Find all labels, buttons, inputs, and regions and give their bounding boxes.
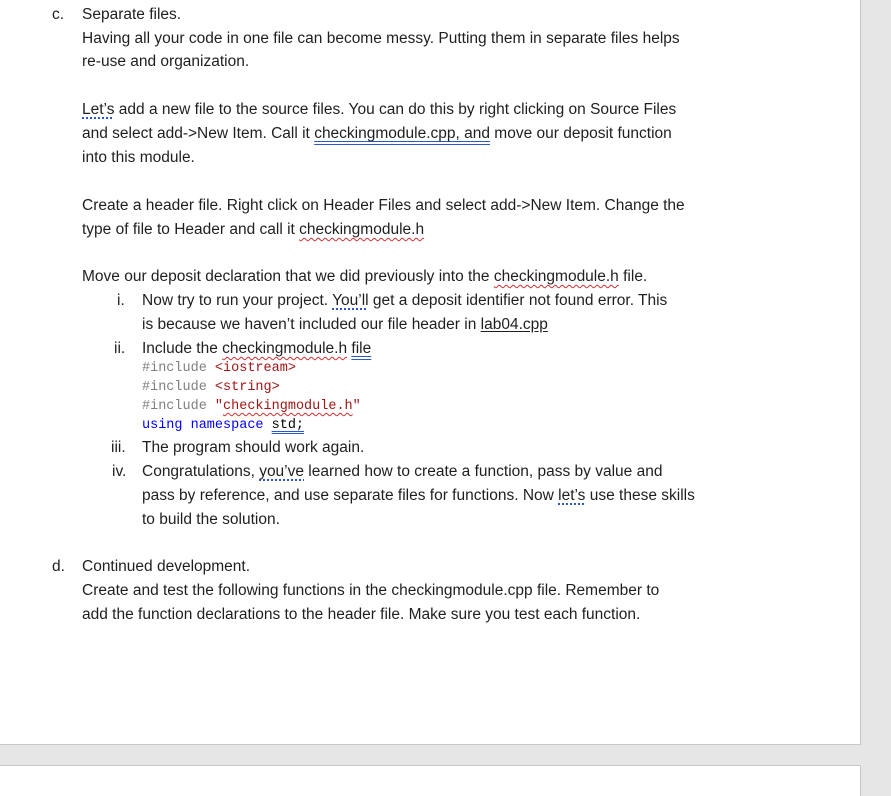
- code-using-namespace: using namespace std;: [142, 418, 305, 433]
- step-ii-marker: ii.: [114, 340, 126, 357]
- step-iv-line-1: Congratulations, you’ve learned how to create a function, pass by value and: [142, 463, 663, 480]
- step-iii-line: The program should work again.: [142, 439, 365, 456]
- step-i-marker: i.: [117, 292, 125, 309]
- spelling-flag-checkingmodule-h[interactable]: checkingmodule.h: [222, 340, 348, 357]
- step-iv-marker: iv.: [112, 463, 127, 480]
- para2-line-3: into this module.: [82, 149, 195, 166]
- spelling-flag-code-header[interactable]: checkingmodule.h: [223, 399, 353, 414]
- step-iv-line-2: pass by reference, and use separate files for functions. Now let’s use these skills: [142, 487, 695, 504]
- grammar-flag-lets[interactable]: Let’s: [82, 101, 115, 118]
- para4-line: Move our deposit declaration that we did previously into the checkingmodule.h file.: [82, 268, 648, 285]
- grammar-flag-youll[interactable]: You’ll: [332, 292, 369, 309]
- grammar-flag-file[interactable]: file: [351, 340, 372, 357]
- step-iii-marker: iii.: [111, 439, 126, 456]
- step-iv-line-3: to build the solution.: [142, 511, 280, 528]
- section-c-intro-line-2: re-use and organization.: [82, 53, 250, 70]
- para2-line-1: Let’s add a new file to the source files. You can do this by right clicking on Source Files: [82, 101, 677, 118]
- section-c-title: Separate files.: [82, 6, 182, 23]
- step-i-line-2: is because we haven’t included our file header in lab04.cpp: [142, 316, 548, 333]
- para3-line-1: Create a header file. Right click on Header Files and select add->New Item. Change the: [82, 197, 685, 214]
- grammar-flag-filename[interactable]: checkingmodule.cpp, and: [314, 125, 490, 142]
- code-include-string: #include <string>: [142, 380, 280, 395]
- code-include-iostream: #include <iostream>: [142, 361, 296, 376]
- next-page: [0, 765, 861, 796]
- section-c-marker: c.: [52, 6, 65, 23]
- spelling-flag-checkingmodule-h[interactable]: checkingmodule.h: [493, 268, 619, 285]
- section-d-title: Continued development.: [82, 558, 251, 575]
- section-c-intro-line-1: Having all your code in one file can become messy. Putting them in separate files helps: [82, 30, 680, 47]
- step-ii-line: Include the checkingmodule.h file: [142, 340, 372, 357]
- section-d-line-2: add the function declarations to the header file. Make sure you test each function.: [82, 606, 641, 623]
- code-include-checkingmodule: #include "checkingmodule.h": [142, 399, 361, 414]
- grammar-flag-lets[interactable]: let’s: [558, 487, 586, 504]
- step-i-line-1: Now try to run your project. You’ll get a deposit identifier not found error. This: [142, 292, 668, 309]
- spelling-flag-checkingmodule-h[interactable]: checkingmodule.h: [299, 221, 425, 238]
- para2-line-2: and select add->New Item. Call it checkingmodule.cpp, and move our deposit function: [82, 125, 672, 142]
- para3-line-2: type of file to Header and call it checkingmodule.h: [82, 221, 425, 238]
- grammar-flag-std[interactable]: std;: [271, 418, 305, 433]
- grammar-flag-youve[interactable]: you’ve: [259, 463, 304, 480]
- section-d-marker: d.: [52, 558, 65, 575]
- section-d-line-1: Create and test the following functions in the checkingmodule.cpp file. Remember to: [82, 582, 660, 599]
- filename-lab04[interactable]: lab04.cpp: [480, 316, 548, 333]
